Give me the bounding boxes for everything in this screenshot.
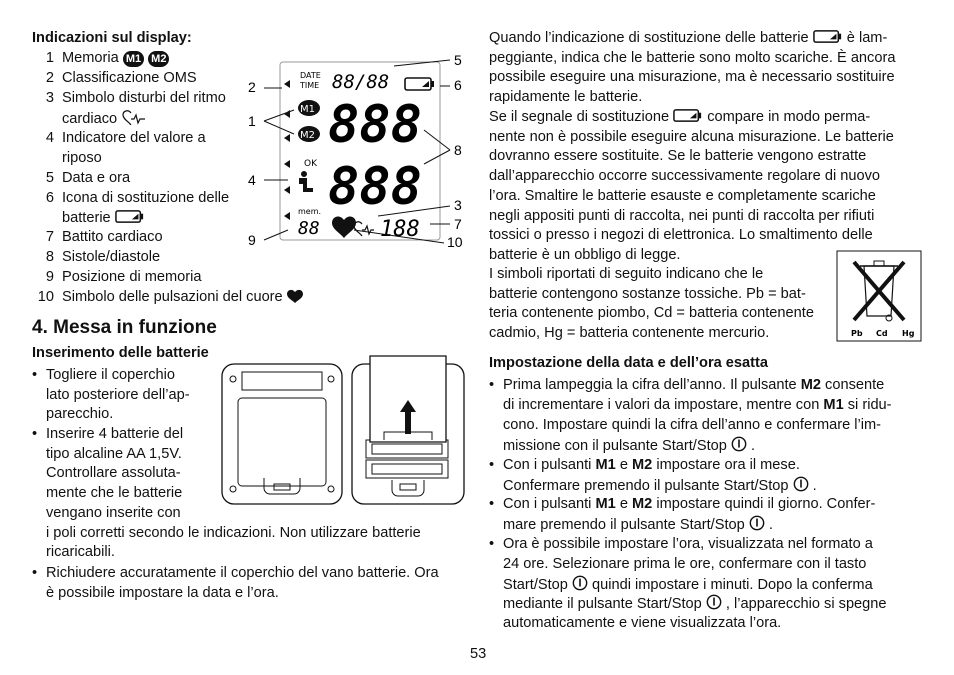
callout-3: 3: [454, 197, 462, 213]
text-span: Quando l’indicazione di sostituzione delle batterie: [489, 30, 809, 46]
text-span: peggiante, indica che le batterie sono molto scariche. È ancora: [489, 49, 896, 66]
legend-item-number: 2: [45, 70, 54, 86]
text-line: [489, 167, 880, 187]
dt-digits-label: 88/88: [332, 71, 390, 93]
legend-item-number: 4: [45, 130, 54, 146]
callout-7: 7: [454, 216, 462, 232]
callout-4: 4: [248, 172, 256, 188]
date-time-heading: Impostazione della data e dell’ora esatta: [489, 355, 768, 371]
fig-mem-label: mem.: [298, 207, 322, 216]
bullet-text: ricaricabili.: [46, 544, 115, 561]
text-span: dall’apparecchio occorre successivamente regolare di nuovo: [489, 168, 881, 185]
text-span: .: [751, 438, 756, 454]
bullet-text: i poli corretti secondo le indicazioni. Non utilizzare batterie: [46, 524, 421, 541]
legend-item: [32, 288, 303, 308]
key-label: M2: [632, 496, 653, 512]
text-line: [489, 376, 884, 396]
text-span: dovranno essere sostituite. Se le batterie vengono estratte: [489, 148, 867, 165]
text-line: [503, 396, 892, 416]
text-line: [489, 285, 806, 305]
battery-icon: [813, 29, 843, 44]
key-label: M2: [800, 377, 821, 393]
bullet-line: [46, 504, 181, 524]
bullet-text: Inserire 4 batterie del: [46, 426, 184, 442]
text-line: [489, 456, 800, 476]
fig-pulse-label: 188: [380, 217, 420, 242]
bullet-line: [46, 524, 421, 544]
text-span: mare premendo il pulsante Start/Stop: [503, 517, 745, 533]
text-line: [489, 128, 894, 148]
legend-item: [32, 109, 147, 130]
battery-cover-closed-figure: [220, 362, 344, 506]
bin-pb-label: Pb: [851, 329, 863, 338]
text-line: [503, 416, 881, 436]
text-span: 24 ore. Selezionare prima le ore, confermare con il tasto: [503, 556, 867, 572]
text-line: [503, 594, 887, 615]
text-span: e: [615, 496, 632, 512]
text-span: Con i pulsanti: [503, 457, 596, 473]
legend-item-label: Sistole/diastole: [62, 249, 161, 265]
legend-item-label: Battito cardiaco: [62, 229, 163, 245]
bullet-line: [46, 584, 279, 604]
text-line: [503, 555, 866, 575]
arrhythmia-icon: [121, 109, 147, 125]
callout-2: 2: [248, 79, 256, 95]
text-line: [489, 108, 870, 128]
text-line: [503, 476, 817, 497]
text-span: .: [812, 478, 817, 494]
legend-item: [32, 248, 160, 268]
legend-item-number: 3: [45, 90, 54, 106]
legend-item-label: Classificazione OMS: [62, 70, 197, 86]
sub-heading-batteries: Inserimento delle batterie: [32, 345, 209, 361]
text-span: Con i pulsanti: [503, 496, 596, 512]
bullet-line: [46, 405, 113, 425]
legend-item: [32, 89, 226, 109]
text-line: [503, 515, 773, 536]
text-span: negli appositi punti di raccolta, nei punti di raccolta per rifiuti: [489, 207, 875, 224]
text-span: mediante il pulsante Start/Stop: [503, 596, 702, 612]
text-span: l’ora. Smaltire le batterie esauste e completamente scariche: [489, 187, 876, 204]
dt-date-label: DATE: [300, 71, 321, 80]
bullet-text: vengano inserite con: [46, 504, 181, 521]
bullet-dot: •: [32, 367, 38, 383]
bullet-text: parecchio.: [46, 406, 114, 423]
text-span: Start/Stop: [503, 577, 568, 593]
text-span: consente: [821, 377, 885, 393]
text-line: [489, 226, 873, 246]
callout-8: 8: [454, 142, 462, 158]
text-span: rapidamente le batterie.: [489, 89, 643, 106]
text-span: batterie è un obbligo di legge.: [489, 246, 681, 263]
key-label: M1: [823, 397, 844, 413]
legend-item: [32, 69, 197, 89]
text-span: compare in modo perma-: [707, 109, 871, 125]
legend-item-label: Memoria: [62, 50, 119, 66]
bin-cd-label: Cd: [876, 329, 888, 338]
text-span: si ridu-: [843, 397, 892, 413]
bullet-text: Controllare assoluta-: [46, 465, 181, 482]
bullet-line: [32, 366, 175, 386]
bullet-line: [32, 425, 183, 445]
bullet-text: Togliere il coperchio: [46, 367, 175, 383]
section-title: 4. Messa in funzione: [32, 317, 217, 338]
legend-item-label: Indicatore del valore a: [62, 130, 206, 146]
legend-item-number: 9: [45, 269, 54, 285]
bullet-text: lato posteriore dell’ap-: [46, 386, 190, 403]
legend-item-label: Icona di sostituzione delle: [62, 190, 230, 206]
text-span: nente non è possibile eseguire alcuna misurazione. Le batterie: [489, 128, 894, 145]
text-line: [489, 207, 874, 227]
legend-item-number: 10: [37, 289, 54, 305]
legend-item-number: 1: [45, 50, 54, 66]
text-span: teria contenente piombo, Cd = batteria contenente: [489, 305, 814, 322]
text-span: missione con il pulsante Start/Stop: [503, 438, 727, 454]
bullet-dot: •: [32, 565, 38, 581]
sys-digits-label: 888: [328, 95, 422, 155]
page-number: 53: [470, 646, 487, 662]
text-span: Confermare premendo il pulsante Start/Stop: [503, 478, 789, 494]
bullet-line: [32, 564, 439, 584]
start-stop-icon: [731, 436, 747, 452]
text-span: possibile eseguire una misurazione, ma è necessario sostituire: [489, 69, 895, 86]
text-line: [489, 49, 895, 69]
start-stop-icon: [572, 575, 588, 591]
callout-10: 10: [447, 234, 463, 250]
text-span: impostare ora il mese.: [652, 457, 800, 473]
text-span: tossici o presso i negozi di elettronica. Lo smaltimento delle: [489, 227, 873, 244]
text-line: [503, 436, 755, 457]
callout-9: 9: [248, 232, 256, 248]
battery-cover-open-figure: [350, 354, 468, 506]
text-line: [489, 29, 887, 49]
text-span: I simboli riportati di seguito indicano che le: [489, 266, 764, 282]
legend-item: [32, 209, 145, 229]
legend-item-label: Posizione di memoria: [62, 269, 202, 285]
legend-item: [32, 189, 229, 209]
m2-badge-icon: M2: [148, 51, 169, 67]
display-heading: Indicazioni sul display:: [32, 30, 192, 46]
start-stop-icon: [793, 476, 809, 492]
text-line: [489, 265, 763, 285]
text-span: , l’apparecchio si spegne: [725, 596, 887, 612]
bullet-dot: •: [32, 426, 38, 442]
bullet-text: mente che le batterie: [46, 485, 183, 502]
bullet-line: [46, 445, 182, 465]
text-line: [489, 246, 681, 266]
text-line: [503, 575, 873, 596]
bullet-line: [46, 464, 181, 484]
bullet-text: tipo alcaline AA 1,5V.: [46, 445, 182, 462]
bullet-dot: •: [489, 377, 495, 393]
text-span: è lam-: [846, 30, 888, 46]
legend-item: [32, 149, 102, 169]
legend-item: [32, 129, 206, 149]
legend-item-number: 5: [45, 170, 54, 186]
text-line: [489, 324, 769, 344]
text-line: [489, 147, 866, 167]
text-span: Ora è possibile impostare l’ora, visualizzata nel formato a: [503, 536, 873, 552]
text-span: quindi impostare i minuti. Dopo la conferma: [592, 577, 873, 593]
bullet-line: [46, 386, 190, 406]
bullet-line: [46, 543, 115, 563]
text-line: [489, 535, 873, 555]
bullet-text: è possibile impostare la data e l’ora.: [46, 584, 279, 601]
bullet-dot: •: [489, 536, 495, 552]
battery-icon: [115, 209, 145, 224]
legend-item-number: 7: [45, 229, 54, 245]
legend-item-label: batterie: [62, 210, 111, 226]
bullet-line: [46, 484, 182, 504]
legend-item: [32, 49, 169, 69]
text-line: [489, 304, 814, 324]
heart-icon: [287, 289, 303, 303]
fig-memd-label: 88: [298, 218, 320, 239]
start-stop-icon: [706, 594, 722, 610]
key-label: M1: [595, 496, 616, 512]
fig-ok-label: OK: [304, 159, 317, 169]
legend-item-label: Simbolo delle pulsazioni del cuore: [62, 289, 283, 305]
fig-m1-label: M1: [300, 104, 315, 115]
m1-badge-icon: M1: [123, 51, 144, 67]
dt-time-label: TIME: [300, 81, 320, 90]
legend-item-label: Data e ora: [62, 170, 131, 186]
bin-hg-label: Hg: [902, 329, 915, 338]
text-line: [489, 495, 875, 515]
legend-item: [32, 228, 163, 248]
text-span: cadmio, Hg = batteria contenente mercurio.: [489, 325, 770, 342]
legend-item: [32, 268, 202, 288]
battery-icon: [673, 108, 703, 123]
lcd-display-figure: [244, 44, 476, 256]
bullet-text: Richiudere accuratamente il coperchio del vano batterie. Ora: [46, 565, 439, 581]
callout-6: 6: [454, 77, 462, 93]
bullet-dot: •: [489, 496, 495, 512]
key-label: M2: [632, 457, 653, 473]
text-span: automaticamente e viene visualizzata l’ora.: [503, 615, 782, 631]
callout-1: 1: [248, 113, 256, 129]
fig-m2-label: M2: [300, 130, 315, 141]
text-span: Prima lampeggia la cifra dell’anno. Il pulsante: [503, 377, 801, 393]
callout-5: 5: [454, 52, 462, 68]
legend-item: [32, 169, 130, 189]
legend-item-label: cardiaco: [62, 111, 118, 127]
legend-item-label: Simbolo disturbi del ritmo: [62, 90, 226, 106]
text-line: [503, 614, 781, 634]
text-span: .: [768, 517, 773, 533]
text-span: Se il segnale di sostituzione: [489, 109, 670, 125]
text-span: cono. Impostare quindi la cifra dell’anno e confermare l’im-: [503, 417, 881, 433]
text-line: [489, 187, 876, 207]
text-span: impostare quindi il giorno. Confer-: [652, 496, 876, 512]
text-span: di incrementare i valori da impostare, mentre con: [503, 397, 824, 413]
key-label: M1: [595, 457, 616, 473]
text-span: batterie contengono sostanze tossiche. Pb = bat-: [489, 285, 806, 302]
text-line: [489, 88, 642, 108]
legend-item-number: 8: [45, 249, 54, 265]
dia-digits-label: 888: [328, 157, 422, 217]
text-span: e: [615, 457, 632, 473]
text-line: [489, 68, 895, 88]
start-stop-icon: [749, 515, 765, 531]
legend-item-label: riposo: [62, 150, 102, 166]
legend-item-number: 6: [45, 190, 54, 206]
crossed-bin-icon: [836, 250, 922, 342]
bullet-dot: •: [489, 457, 495, 473]
